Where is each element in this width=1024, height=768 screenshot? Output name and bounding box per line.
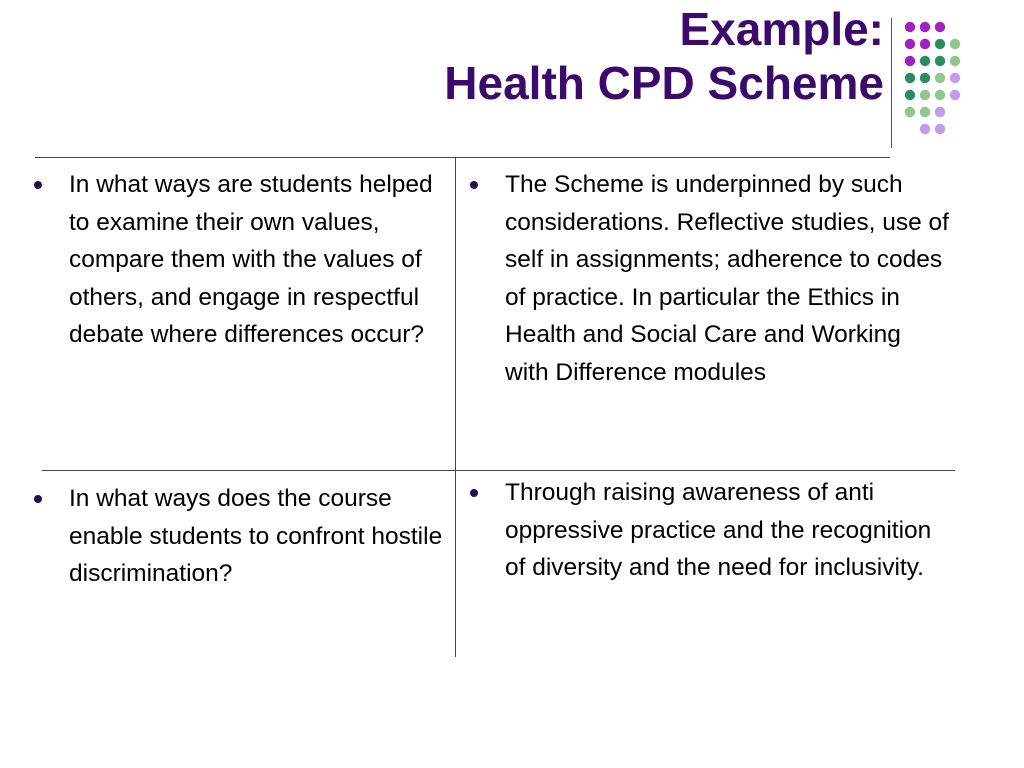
slide-title [284,2,884,110]
decorative-dot [950,90,960,100]
bullet-icon [470,489,478,497]
question-text: In what ways are students helped to examine their own values, compare them with the values of others, and engage in respectful debate where differences occur? [69,171,433,348]
decorative-dot-grid [903,20,983,145]
decorative-dot [935,107,945,117]
answer-text: The Scheme is underpinned by such considerations. Reflective studies, use of self in assignments; adherence to codes of practice. In particular the Ethics in Health and Social Care and Working with Difference modules [505,171,949,386]
table-row-divider [42,470,955,471]
decorative-dot [950,73,960,83]
decorative-dot [950,39,960,49]
decorative-dot [905,39,915,49]
decorative-dot [920,56,930,66]
table-top-border [35,157,890,158]
decorative-dot [935,124,945,134]
title-divider [891,18,892,148]
decorative-dot [920,39,930,49]
title-line-2: Health CPD Scheme [444,57,884,109]
decorative-dot [935,22,945,32]
question-cell-1 [34,166,444,354]
list-item [470,166,950,391]
title-line-1: Example: [679,3,884,55]
decorative-dot [920,124,930,134]
question-text: In what ways does the course enable students to confront hostile discrimination? [69,485,443,587]
decorative-dot [905,56,915,66]
decorative-dot [905,22,915,32]
answer-text: Through raising awareness of anti oppressive practice and the recognition of diversity and the need for inclusivity. [505,479,932,581]
question-cell-2 [34,480,444,593]
decorative-dot [935,56,945,66]
list-item [34,166,444,354]
list-item [34,480,444,593]
bullet-icon [470,181,478,189]
decorative-dot [920,73,930,83]
bullet-icon [34,495,42,503]
decorative-dot [950,56,960,66]
answer-cell-1 [470,166,950,391]
decorative-dot [905,90,915,100]
decorative-dot [935,73,945,83]
decorative-dot [920,22,930,32]
decorative-dot [905,73,915,83]
answer-cell-2 [470,474,950,587]
bullet-icon [34,181,42,189]
decorative-dot [920,90,930,100]
table-column-divider [455,157,456,657]
decorative-dot [935,90,945,100]
list-item [470,474,950,587]
decorative-dot [935,39,945,49]
decorative-dot [905,107,915,117]
decorative-dot [920,107,930,117]
